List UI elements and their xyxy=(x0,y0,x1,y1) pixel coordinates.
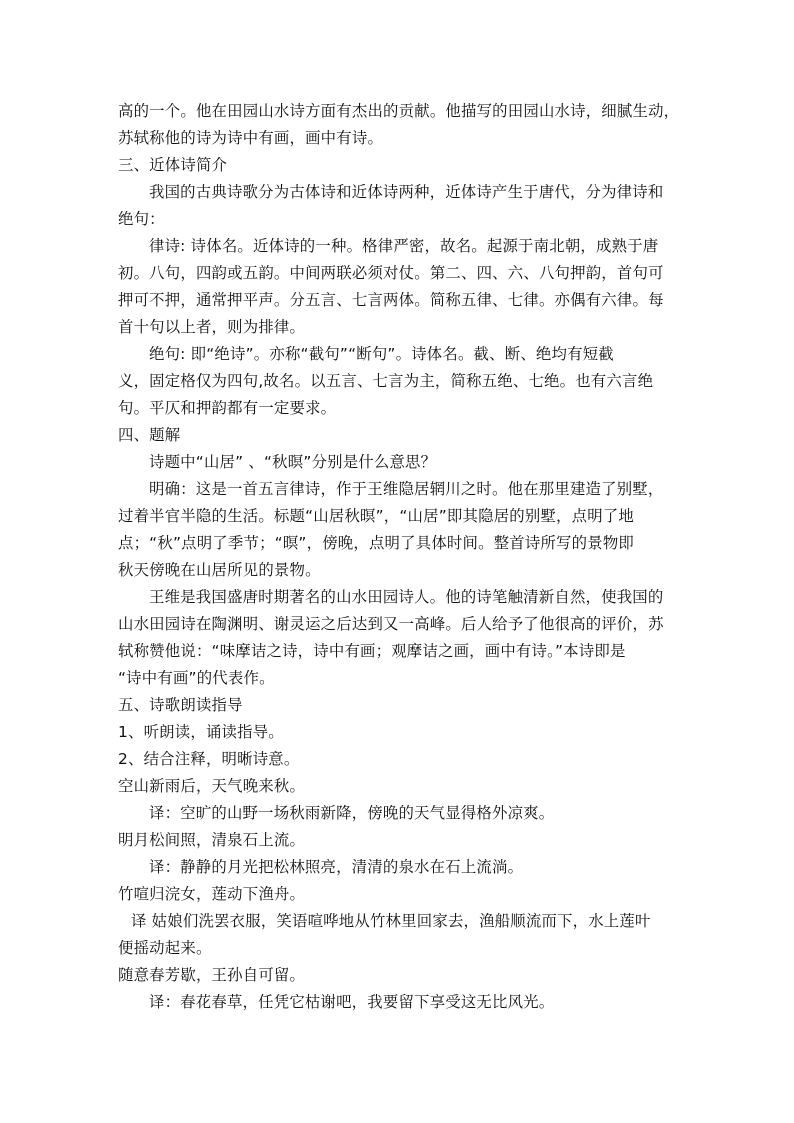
translation-line: 译：春花春草，任凭它枯谢吧，我要留下享受这无比风光。 xyxy=(149,993,555,1011)
text-line: 我国的古典诗歌分为古体诗和近体诗两种，近体诗产生于唐代，分为律诗和 xyxy=(149,183,664,201)
text-line: 诗题中“山居” 、“秋暝”分别是什么意思？ xyxy=(149,453,437,471)
text-line: 过着半官半隐的生活。标题“山居秋暝”，“山居”即其隐居的别墅，点明了地 xyxy=(118,507,635,525)
text-line: 首十句以上者，则为排律。 xyxy=(118,318,306,336)
section-heading: 三、近体诗简介 xyxy=(118,156,228,174)
poem-line: 明月松间照，清泉石上流。 xyxy=(118,831,306,849)
text-line: “诗中有画”的代表作。 xyxy=(118,669,275,687)
translation-line: 译：空旷的山野一场秋雨新降，傍晚的天气显得格外凉爽。 xyxy=(149,804,555,822)
translation-line: 译 姑娘们洗罢衣服，笑语喧哗地从竹林里回家去，渔船顺流而下，水上莲叶 xyxy=(131,912,651,930)
text-line: 高的一个。他在田园山水诗方面有杰出的贡献。他描写的田园山水诗，细腻生动， xyxy=(118,102,680,120)
section-heading: 五、诗歌朗读指导 xyxy=(118,696,243,714)
poem-line: 竹喧归浣女，莲动下渔舟。 xyxy=(118,885,306,903)
text-line: 初。八句，四韵或五韵。中间两联必须对仗。第二、四、六、八句押韵，首句可 xyxy=(118,264,664,282)
text-line: 押可不押，通常押平声。分五言、七言两体。简称五律、七律。亦偶有六律。每 xyxy=(118,291,664,309)
text-line: 1、听朗读，诵读指导。 xyxy=(118,723,284,741)
text-line: 苏轼称他的诗为诗中有画，画中有诗。 xyxy=(118,129,384,147)
text-line: 山水田园诗在陶渊明、谢灵运之后达到又一高峰。后人给予了他很高的评价，苏 xyxy=(118,615,664,633)
poem-line: 随意春芳歇，王孙自可留。 xyxy=(118,966,306,984)
text-line: 明确：这是一首五言律诗，作于王维隐居辋川之时。他在那里建造了别墅， xyxy=(149,480,664,498)
text-line: 义，固定格仅为四句,故名。以五言、七言为主，简称五绝、七绝。也有六言绝 xyxy=(118,372,654,390)
translation-line: 便摇动起来。 xyxy=(118,939,212,957)
poem-line: 空山新雨后，天气晚来秋。 xyxy=(118,777,306,795)
text-line: 王维是我国盛唐时期著名的山水田园诗人。他的诗笔触清新自然，使我国的 xyxy=(149,588,664,606)
text-line: 绝句： xyxy=(118,210,165,228)
translation-line: 译：静静的月光把松林照亮，清清的泉水在石上流淌。 xyxy=(149,858,524,876)
text-line: 2、结合注释，明晰诗意。 xyxy=(118,750,300,768)
text-line: 轼称赞他说：“味摩诘之诗，诗中有画；观摩诘之画，画中有诗。”本诗即是 xyxy=(118,642,626,660)
text-line: 绝句: 即“绝诗”。亦称“截句”“断句”。诗体名。截、断、绝均有短截 xyxy=(149,345,614,363)
text-line: 点；“秋”点明了季节；“暝”，傍晚，点明了具体时间。整首诗所写的景物即 xyxy=(118,534,635,552)
text-line: 句。平仄和押韵都有一定要求。 xyxy=(118,399,337,417)
section-heading: 四、题解 xyxy=(118,426,181,444)
text-line: 秋天傍晚在山居所见的景物。 xyxy=(118,561,321,579)
text-line: 律诗: 诗体名。近体诗的一种。格律严密，故名。起源于南北朝，成熟于唐 xyxy=(149,237,659,255)
